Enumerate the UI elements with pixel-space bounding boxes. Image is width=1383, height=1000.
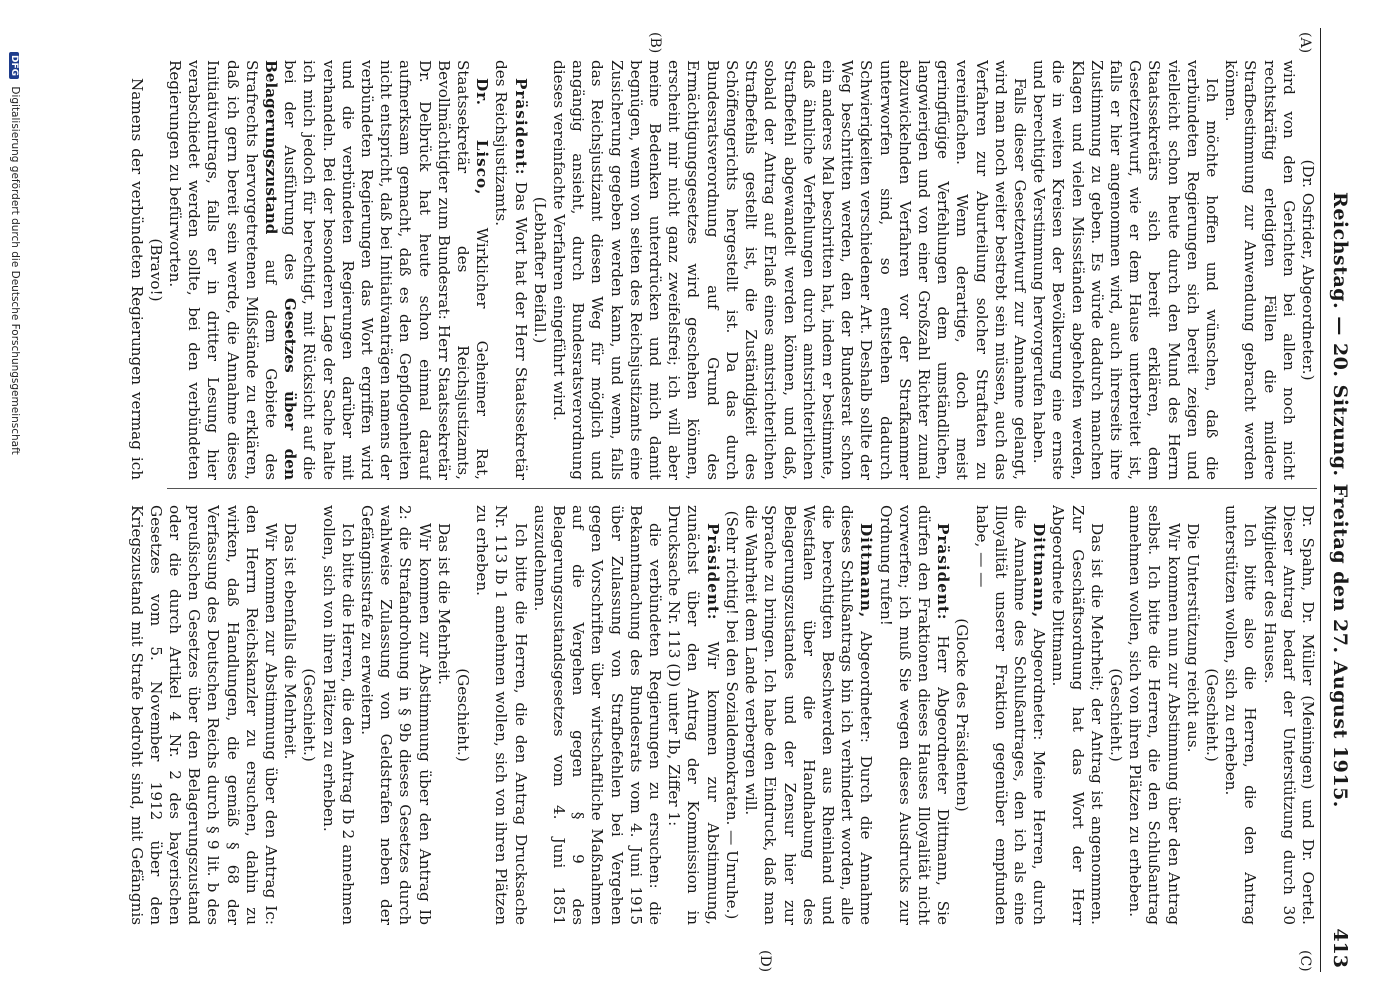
speech-text: Abgeordneter: Meine Herren, durch die Annahme des Schlußantrages, den ich als eine Illoyalität unserer Fraktion gegenüber empfunden habe, — — (972, 505, 1049, 925)
speaker-name: Dittmann, (857, 523, 876, 619)
paragraph (664, 505, 722, 925)
paragraph: Ich bitte die Herren, die den Antrag Ib 2 annehmen wollen, sich von ihren Plätzen zu erheben. (319, 505, 357, 925)
margin-mark-d: (D) (757, 950, 773, 973)
paragraph: Ich bitte die Herren, die den Antrag Drucksache Nr. 113 Ib 1 annehmen wollen, sich von ihren Plätzen zu erheben. (473, 505, 530, 925)
speaker-name: Dittmann, (1030, 523, 1049, 619)
page-header (1320, 28, 1355, 972)
speaker-continuation: (Dr. Osfrider, Abgeordneter.) (1299, 159, 1317, 381)
column-divider (167, 488, 1317, 489)
paragraph: Ich bitte also die Herren, die den Antrag unterstützen wollen, sich zu erheben. (1222, 505, 1260, 925)
reaction: (Lebhafter Beifall.) (530, 196, 549, 344)
paragraph: Das ist die Mehrheit; der Antrag ist angenommen. Zur Geschäftsordnung hat das Wort der Herr Abgeordnete Dittmann. (1049, 505, 1106, 925)
paragraph: Ich möchte hoffen und wünschen, daß die verbündeten Regierungen sich bereit zeigen und vielleicht schon heute durch den Mund des Herrn Staatssekretärs sich bereit erklären, dem Gesetzentwurf, wie er dem Hause unterbreitet ist, falls er hier angenommen wird, auch ihrerseits ihre Zustimmung zu geben. Es würde dadurch manchen Klagen und vielen Missständen abgeholfen werden, die in weiten Kreisen der Bevölkerung eine ernste und berechtigte Verstimmung hervorgerufen haben. (1030, 60, 1221, 480)
law-title: Gesetzes über den Belagerungszustand (262, 60, 300, 480)
paragraph (165, 60, 491, 480)
paragraph: Wir kommen zur Abstimmung über den Antrag Ib 2: die Strafandrohung in § 9b dieses Gesetzes durch wahlweise Zulassung von Geldstrafen neben der Gefängnisstrafe zu erweitern. (358, 505, 434, 925)
speaker-name: Dr. Lisco, (473, 78, 492, 196)
speech-text: Herr Abgeordneter Dittmann, Sie dürfen den Fraktionen dieses Hauses Illoyalität nicht vorwerfen; ich muß Sie wegen dieses Ausdrucks zur Ordnung rufen! (876, 505, 953, 925)
reaction: (Glocke des Präsidenten) (953, 618, 972, 812)
paragraph (875, 505, 952, 925)
paragraph: Dr. Spahn, Dr. Müller (Meiningen) und Dr. Oertel. Dieser Antrag bedarf der Unterstützung durch 30 Mitglieder des Hauses. (1260, 505, 1317, 925)
reaction: (Geschieht.) (454, 668, 473, 762)
paragraph: wird von den Gerichten bei allen noch nicht rechtskräftig erledigten Fällen die mildere Strafbestimmung zur Anwendung gebracht werden können. (1222, 60, 1298, 480)
paragraph: Die Unterstützung reicht aus. (1183, 523, 1202, 753)
paragraph (971, 505, 1048, 925)
margin-mark-c: (C) (1297, 950, 1313, 972)
speech-text: Das Wort hat der Herr Staatssekretär des Reichsjustizamts. (492, 60, 530, 480)
paragraph: Falls dieser Gesetzentwurf zur Annahme gelangt, wird man noch weiter bestrebt sein müssen, auch das Verfahren zur Aburteilung solcher Straftaten zu vereinfachen. Wenn derartige, doch meist geringfügige Verfehlungen dem umständlichen, langwierigen und von einer Großzahl Richter zumal abzuwickelnden Verfahren vor der Strafkammer unterworfen sind, so entstehen dadurch Schwierigkeiten verschiedener Art. Deshalb sollte der Weg beschritten werden, den der Bundesrat schon ein anderes Mal beschritten hat, indem er bestimmte, daß ähnliche Verfehlungen durch amtsrichterlichen Strafbefehl abgewandelt werden können, und daß, sobald der Antrag auf Erlaß eines amtsrichterlichen Strafbefehls gestellt ist, die Zuständigkeit des Schöffengerichts hergestellt ist. Da das durch Bundesratsverordnung auf Grund des Ermächtigungsgesetzes wird geschehen können, erscheint mir nicht ganz zweifelsfrei; ich will aber meine Bedenken unterdrücken und mich damit begnügen, wenn von seiten des Reichsjustizamts eine Zusicherung gegeben werden kann, und wenn, falls das Reichsjustizamt diesen Weg für möglich und angängig ansieht, durch Bundesratsverordnung dieses vereinfachte Verfahren eingeführt wird. (550, 60, 1029, 480)
margin-mark-a: (A) (1297, 32, 1313, 54)
paragraph: Namens der verbündeten Regierungen vermag ich (127, 78, 146, 480)
reaction: (Geschieht.) (1106, 668, 1125, 762)
reaction: (Geschieht.) (1202, 668, 1221, 762)
reaction: (Sehr richtig! bei den Sozialdemokraten. — Unruhe.) (722, 510, 741, 920)
paragraph: Wir kommen nun zur Abstimmung über den Antrag selbst. Ich bitte die Herren, die den Schlußantrag annehmen wollen, sich von ihren Plätzen zu erheben. (1126, 505, 1183, 925)
paragraph: Das ist die Mehrheit. (434, 523, 453, 685)
speech-text: Wirklicher Geheimer Rat, Staatssekretär des Reichsjustizamts, Bevollmächtigter zum Bundesrat: Herr Staatssekretär Dr. Delbrück hat heute schon einmal darauf aufmerksam gemacht, daß es den Gepflogenheiten nicht entspricht, daß bei Initiativanträgen namens der verbündeten Regierungen das Wort ergriffen wird und die verbündeten Regierungen darüber mit verhandeln. Bei der besonderen Lage der Sache halte ich mich jedoch für berechtigt, mit Rücksicht auf die bei der Ausführung des (281, 60, 492, 480)
speaker-name: Präsident: (703, 523, 722, 621)
reaction: (Bravo!) (146, 238, 165, 302)
page-number: 413 (1329, 928, 1351, 968)
margin-mark-b: (B) (647, 32, 663, 54)
speaker-name: Präsident: (934, 523, 953, 621)
footer-credit (9, 52, 21, 992)
speaker-name: Präsident: (511, 78, 530, 176)
left-column (127, 60, 1317, 480)
paragraph: Das ist ebenfalls die Mehrheit. (281, 523, 300, 760)
paragraph (741, 505, 875, 925)
speech-text: Abgeordneter: Durch die Annahme dieses Schlußantrags bin ich verhindert worden, alle die berechtigten Beschwerden aus Rheinland und Westfalen über die Handhabung des Belagerungszustandes und der Zensur hier zur Sprache zu bringen. Ich habe den Eindruck, daß man die Wahrheit dem Lande verbergen will. (742, 505, 876, 925)
speech-text: Wir kommen zur Abstimmung, zunächst über den Antrag der Kommission in Drucksache Nr. 113 (D) unter Ib, Ziffer 1: (665, 505, 722, 925)
quoted-motion: die verbündeten Regierungen zu ersuchen: die Bekanntmachung des Bundesrats vom 4. Juni 1915 über Zulassung von Strafbefehlen bei Vergehen gegen Vorschriften über wirtschaftliche Maßnahmen auf die Vergehen gegen § 9 des Belagerungszustandsgesetzes vom 4. Juni 1851 auszudehnen. (530, 505, 665, 925)
dfg-logo: DFG (9, 52, 19, 79)
paragraph: Wir kommen zur Abstimmung über den Antrag Ic: den Herrn Reichskanzler zu ersuchen, dahin zu wirken, daß Handlungen, die gemäß § 68 der Verfassung des Deutschen Reichs durch § 9 lit. b des preußischen Gesetzes über den Belagerungszustand oder die durch Artikel 4 Nr. 2 des bayerischen Gesetzes vom 5. November 1912 über den Kriegszustand mit Strafe bedroht sind, mit Gefängnis (127, 505, 281, 925)
paragraph (491, 60, 529, 480)
reaction: (Geschieht.) (300, 668, 319, 762)
speech-text: auf dem Gebiete des Strafrechts hervorgetretenen Mißstände zu erklären, daß ich gern bereit sein werde, die Annahme dieses Initiativantrags, falls er in dritter Lesung hier verabschiedet werden sollte, bei den verbündeten Regierungen zu befürworten. (166, 60, 281, 480)
right-column (127, 505, 1317, 925)
footer-text: Digitalisierung gefördert durch die Deutsche Forschungsgemeinschaft (9, 86, 21, 455)
header-title: Reichstag. — 20. Sitzung. Freitag den 27. August 1915. (1329, 192, 1351, 808)
